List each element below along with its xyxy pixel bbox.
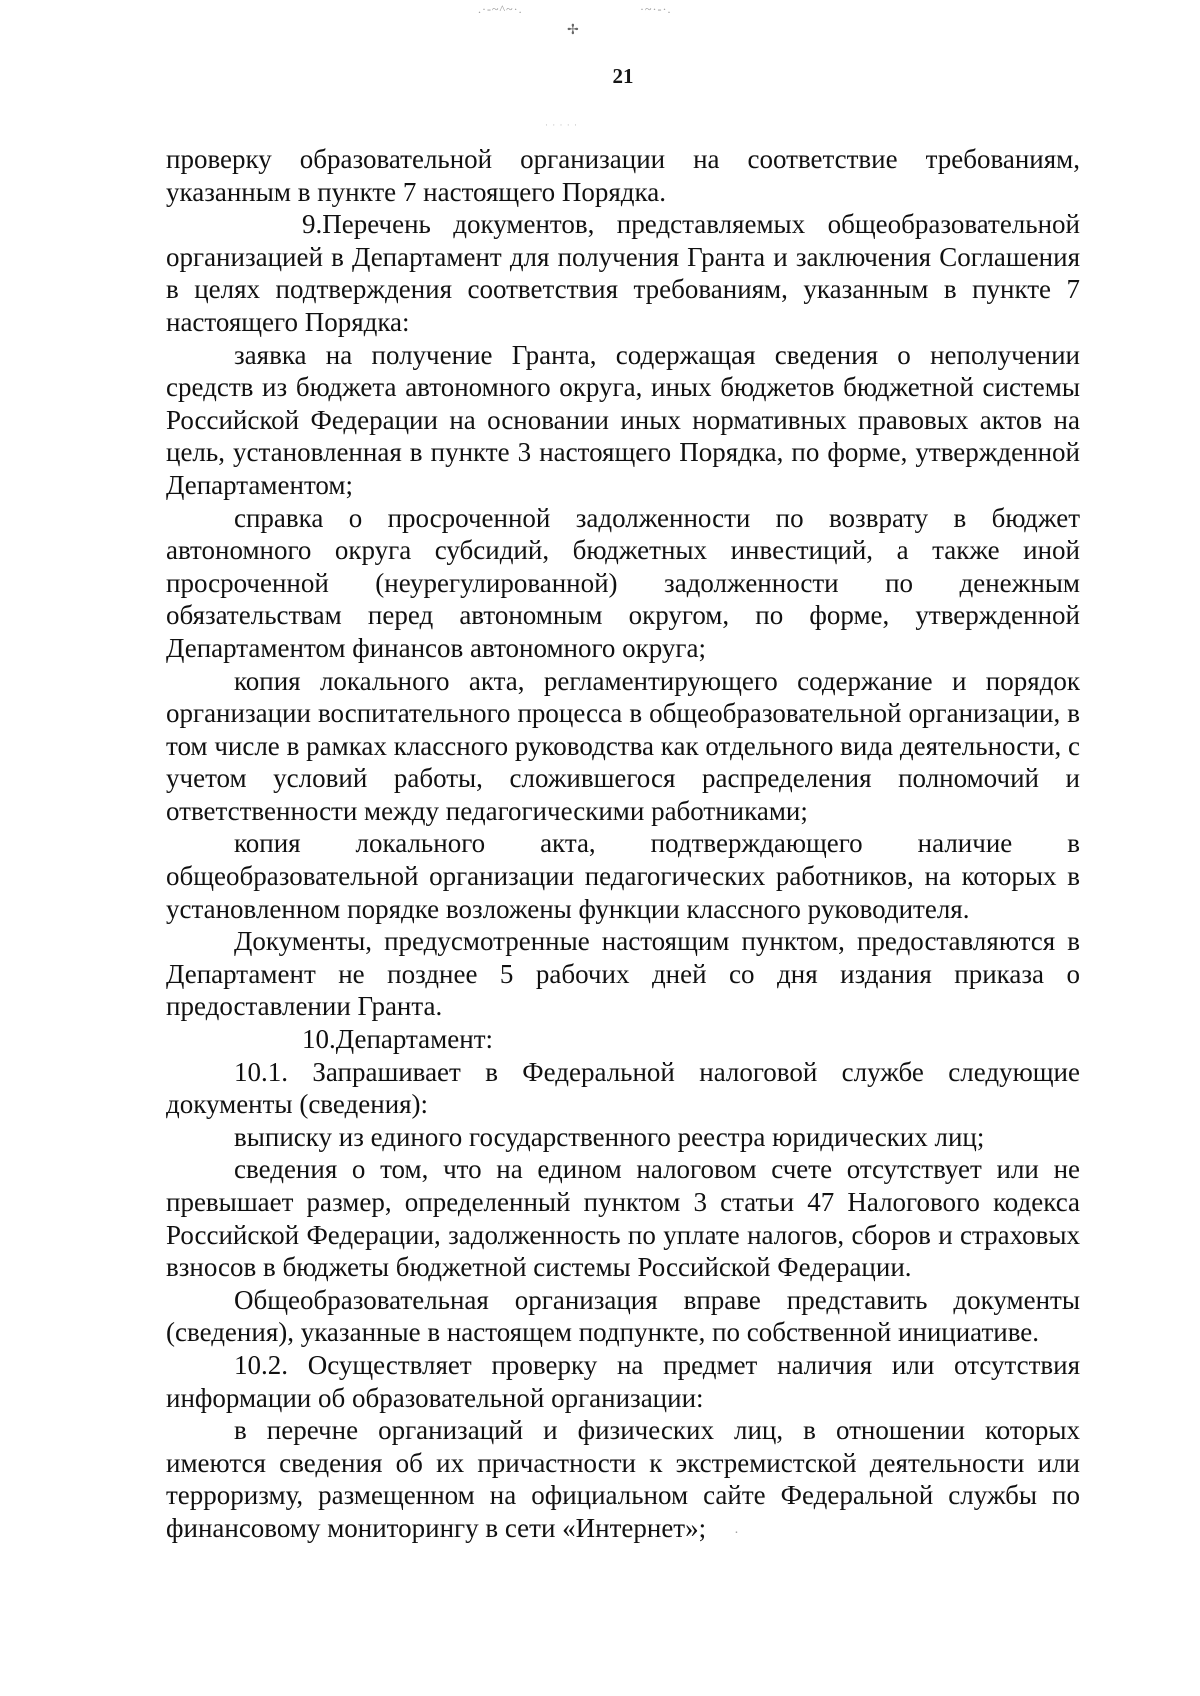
paragraph: сведения о том, что на едином налоговом счете отсутствует или не превышает размер, определенный пунктом 3 статьи 47 Налогового кодекса Российской Федерации, задолженность по уплате налогов, сборов и страховых взносов в бюджеты бюджетной системы Российской Федерации. — [166, 1154, 1080, 1283]
paragraph: 10.1. Запрашивает в Федеральной налоговой службе следующие документы (сведения): — [166, 1056, 1080, 1120]
paragraph: заявка на получение Гранта, содержащая сведения о неполучении средств из бюджета автономного округа, иных бюджетов бюджетной системы Российской Федерации на основании иных нормативных правовых актов на цель, установленная в пункте 3 настоящего Порядка, по форме, утвержденной Департаментом; — [166, 339, 1080, 500]
page-number: 21 — [612, 64, 634, 88]
paragraph-text: Департамент: — [335, 1024, 493, 1055]
paragraph-text: в перечне организаций и физических лиц, в отношении которых имеются сведения об их причастности к экстремистской деятельности или терроризму, размещенном на официальном сайте Федеральной службы по финансовому мониторингу в сети «Интернет»; — [166, 1415, 1080, 1543]
paragraph: копия локального акта, подтверждающего наличие в общеобразовательной организации педагогических работников, на которых в установленном порядке возложены функции классного руководителя. — [166, 828, 1080, 924]
paragraph: Общеобразовательная организация вправе представить документы (сведения), указанные в настоящем подпункте, по собственной инициативе. — [166, 1284, 1080, 1348]
paragraph-item-9 — [166, 208, 1080, 338]
item-number: 10. — [302, 1024, 336, 1055]
document-body — [166, 143, 1080, 1551]
paragraph-item-10 — [166, 1023, 1080, 1056]
scan-artifact: ✢ — [567, 23, 580, 38]
scan-artifact: .·-~^~·. — [478, 2, 523, 16]
scan-artifact: ·~·-·. — [640, 2, 672, 16]
scan-artifact: · — [734, 1525, 739, 1541]
paragraph: проверку образовательной организации на соответствие требованиям, указанным в пункте 7 настоящего Порядка. — [166, 144, 1080, 207]
paragraph: 10.2. Осуществляет проверку на предмет наличия или отсутствия информации об образовательной организации: — [166, 1349, 1080, 1413]
item-number: 9. — [302, 209, 323, 240]
paragraph: копия локального акта, регламентирующего содержание и порядок организации воспитательного процесса в общеобразовательной организации, в том числе в рамках классного руководства как отдельного вида деятельности, с учетом условий работы, сложившегося распределения полномочий и ответственности между педагогическими работниками; — [166, 665, 1080, 826]
paragraph: выписку из единого государственного реестра юридических лиц; — [234, 1121, 985, 1152]
paragraph: Документы, предусмотренные настоящим пунктом, предоставляются в Департамент не позднее 5 рабочих дней со дня издания приказа о предоставлении Гранта. — [166, 926, 1080, 1022]
paragraph — [166, 1414, 1080, 1550]
scan-artifact: · · · · · — [545, 120, 578, 130]
paragraph-text: Перечень документов, представляемых общеобразовательной организацией в Департамент для получения Гранта и заключения Соглашения в целях подтверждения соответствия требованиям, указанным в пункте 7 настоящего Порядка: — [166, 209, 1080, 337]
paragraph: справка о просроченной задолженности по возврату в бюджет автономного округа субсидий, бюджетных инвестиций, а также иной просроченной (неурегулированной) задолженности по денежным обязательствам перед автономным округом, по форме, утвержденной Департаментом финансов автономного округа; — [166, 502, 1080, 663]
